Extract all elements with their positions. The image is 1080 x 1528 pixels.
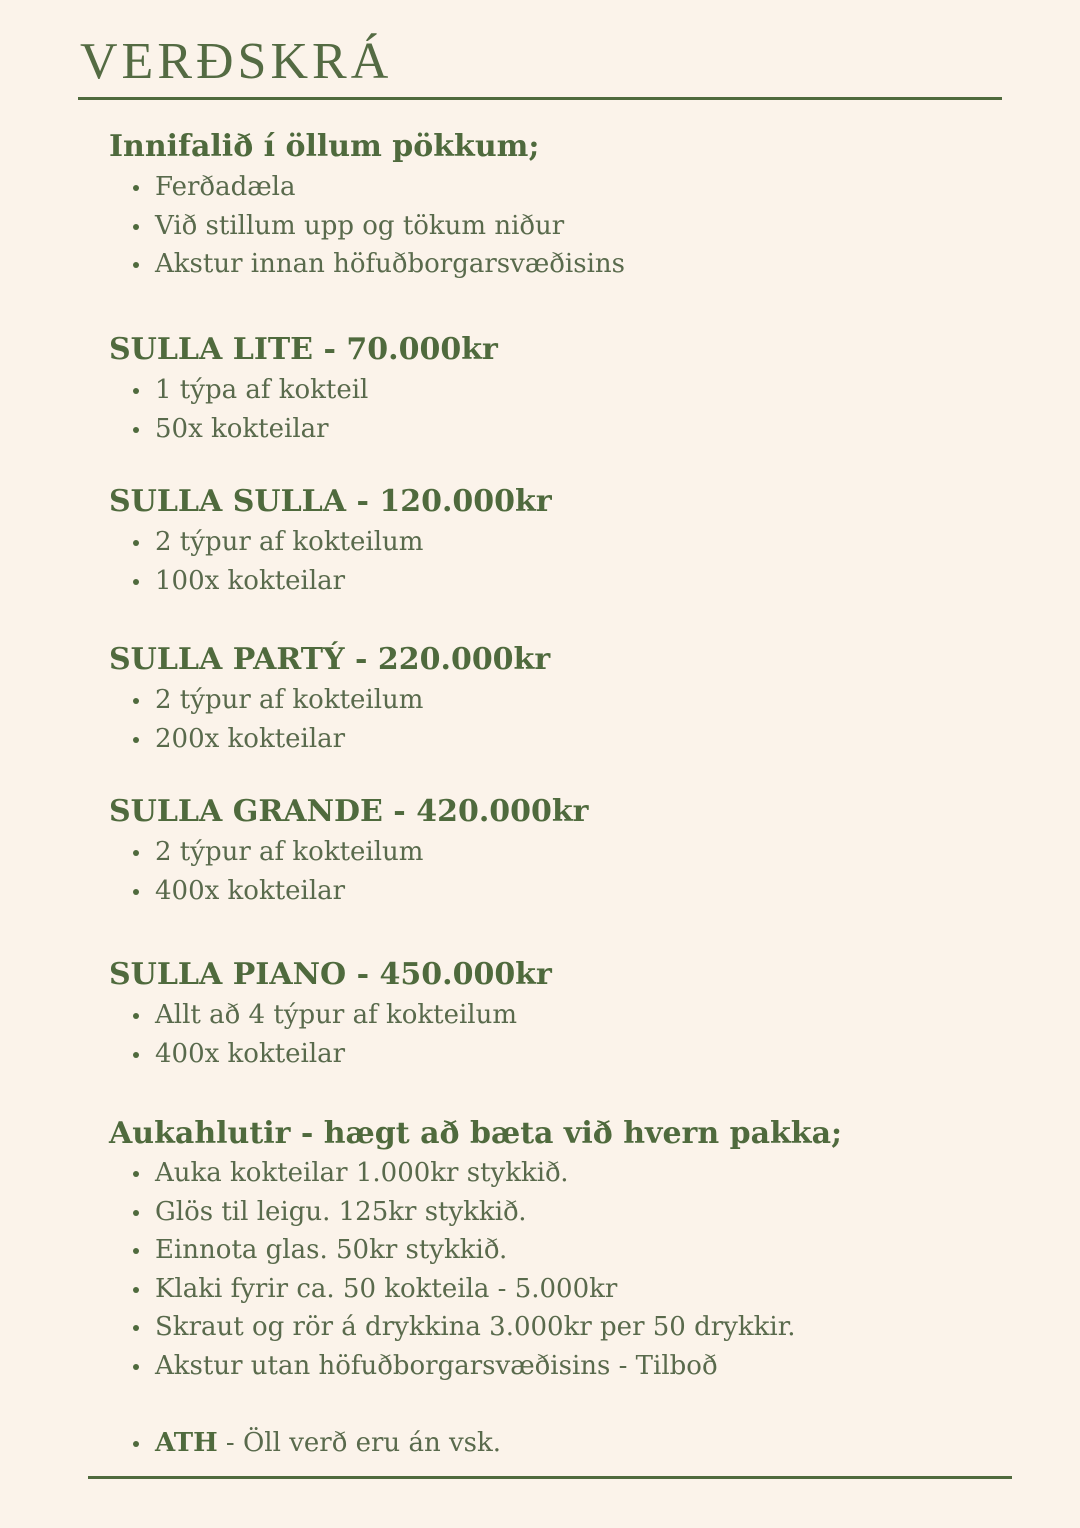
list-item: Allt að 4 týpur af kokteilum xyxy=(109,996,517,1035)
list-item: 100x kokteilar xyxy=(109,562,423,601)
note-label: ATH xyxy=(155,1428,218,1458)
list-item: Auka kokteilar 1.000kr stykkið. xyxy=(109,1154,796,1193)
list-item: Glös til leigu. 125kr stykkið. xyxy=(109,1193,796,1232)
vat-note xyxy=(109,1424,501,1463)
page-title: VERÐSKRÁ xyxy=(80,33,393,90)
package-grande-heading: SULLA GRANDE - 420.000kr xyxy=(109,794,589,829)
list-item: Akstur utan höfuðborgarsvæðisins - Tilboð xyxy=(109,1347,796,1386)
package-party-heading: SULLA PARTÝ - 220.000kr xyxy=(109,642,551,677)
list-item: Við stillum upp og tökum niður xyxy=(109,207,625,246)
list-item: 400x kokteilar xyxy=(109,1035,517,1074)
package-sulla-heading: SULLA SULLA - 120.000kr xyxy=(109,484,552,519)
package-piano-heading: SULLA PIANO - 450.000kr xyxy=(109,957,552,992)
list-item: 2 týpur af kokteilum xyxy=(109,681,423,720)
extras-heading: Aukahlutir - hægt að bæta við hvern pakka; xyxy=(109,1116,843,1151)
list-item: 400x kokteilar xyxy=(109,872,423,911)
included-list xyxy=(109,168,625,284)
list-item: 2 týpur af kokteilum xyxy=(109,833,423,872)
list-item: 1 týpa af kokteil xyxy=(109,371,368,410)
note-list xyxy=(109,1424,501,1463)
note-text: - Öll verð eru án vsk. xyxy=(217,1428,502,1458)
bottom-divider xyxy=(88,1476,1012,1479)
package-lite-heading: SULLA LITE - 70.000kr xyxy=(109,332,498,367)
package-lite-list xyxy=(109,371,368,448)
list-item: Einnota glas. 50kr stykkið. xyxy=(109,1231,796,1270)
list-item: Skraut og rör á drykkina 3.000kr per 50 drykkir. xyxy=(109,1308,796,1347)
list-item: 50x kokteilar xyxy=(109,410,368,449)
package-grande-list xyxy=(109,833,423,910)
included-heading: Innifalið í öllum pökkum; xyxy=(109,129,540,164)
list-item: Ferðadæla xyxy=(109,168,625,207)
top-divider xyxy=(78,97,1002,100)
list-item: 2 týpur af kokteilum xyxy=(109,523,423,562)
list-item: Klaki fyrir ca. 50 kokteila - 5.000kr xyxy=(109,1270,796,1309)
list-item: 200x kokteilar xyxy=(109,720,423,759)
package-sulla-list xyxy=(109,523,423,600)
package-party-list xyxy=(109,681,423,758)
extras-list xyxy=(109,1154,796,1385)
package-piano-list xyxy=(109,996,517,1073)
list-item: Akstur innan höfuðborgarsvæðisins xyxy=(109,245,625,284)
